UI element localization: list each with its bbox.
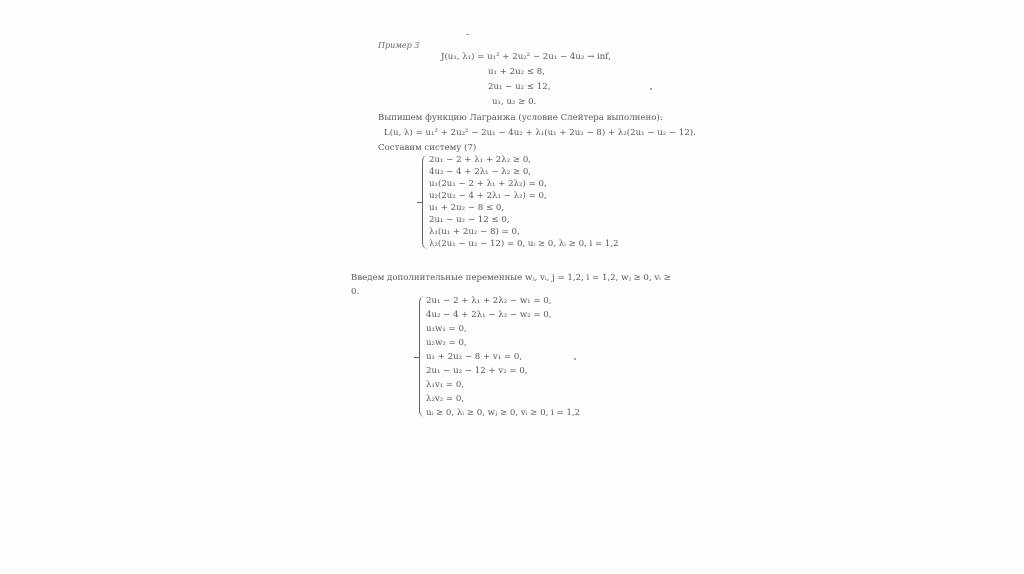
system2-brace — [419, 296, 426, 417]
system-intro: Составим систему (7) — [378, 143, 477, 153]
system2-eq: u₁ + 2u₂ − 8 + v₁ = 0, — [426, 352, 523, 362]
vars-intro-cont: 0. — [351, 287, 360, 297]
example-title: Пример 3 — [378, 41, 420, 50]
system1-eq: u₂(2u₂ − 4 + 2λ₁ − λ₂) = 0, — [429, 191, 547, 201]
objective-function: J(u₁, λ₁) = u₁² + 2u₂² − 2u₁ − 4u₂ → inf, — [441, 52, 611, 62]
system1-eq: λ₁(u₁ + 2u₂ − 8) = 0, — [429, 227, 520, 237]
lagrange-formula: L(u, λ) = u₁² + 2u₂² − 2u₁ − 4u₂ + λ₁(u₁ + 2u₂ − 8) + λ₂(2u₁ − u₂ − 12). — [384, 128, 696, 138]
scan-speck — [650, 88, 652, 90]
system2-eq: u₂w₂ = 0, — [426, 338, 467, 348]
system2-eq: 4u₂ − 4 + 2λ₁ − λ₂ − w₂ = 0, — [426, 310, 552, 320]
vars-intro: Введем дополнительные переменные wⱼ, vᵢ, j = 1,2, i = 1,2, wⱼ ≥ 0, vᵢ ≥ — [351, 273, 671, 283]
system2-eq: uᵢ ≥ 0, λᵢ ≥ 0, wⱼ ≥ 0, vᵢ ≥ 0, i = 1,2 — [426, 408, 581, 418]
lagrange-intro: Выпишем функцию Лагранжа (условие Слейтера выполнено): — [378, 113, 663, 123]
system2-eq: 2u₁ − 2 + λ₁ + 2λ₂ − w₁ = 0, — [426, 296, 552, 306]
system1-brace — [422, 155, 429, 249]
system1-eq: 2u₁ − 2 + λ₁ + 2λ₂ ≥ 0, — [429, 155, 532, 165]
scan-speck — [466, 34, 469, 35]
system2-eq: u₁w₁ = 0, — [426, 324, 467, 334]
system2-eq: 2u₁ − u₂ − 12 + v₂ = 0, — [426, 366, 528, 376]
system1-eq: λ₂(2u₁ − u₂ − 12) = 0, uᵢ ≥ 0, λᵢ ≥ 0, i = 1,2 — [429, 239, 619, 249]
system2-eq: λ₂v₂ = 0, — [426, 394, 465, 404]
scan-speck — [574, 358, 576, 360]
constraint-2: 2u₁ − u₂ ≤ 12, — [488, 82, 551, 92]
system1-eq: 4u₂ − 4 + 2λ₁ − λ₂ ≥ 0, — [429, 167, 532, 177]
system1-eq: 2u₁ − u₂ − 12 ≤ 0, — [429, 215, 510, 225]
system1-eq: u₁(2u₁ − 2 + λ₁ + 2λ₂) = 0, — [429, 179, 547, 189]
constraint-1: u₁ + 2u₂ ≤ 8, — [488, 67, 545, 77]
constraint-3: u₁, u₂ ≥ 0. — [492, 97, 537, 107]
system1-eq: u₁ + 2u₂ − 8 ≤ 0, — [429, 203, 505, 213]
system2-eq: λ₁v₁ = 0, — [426, 380, 465, 390]
